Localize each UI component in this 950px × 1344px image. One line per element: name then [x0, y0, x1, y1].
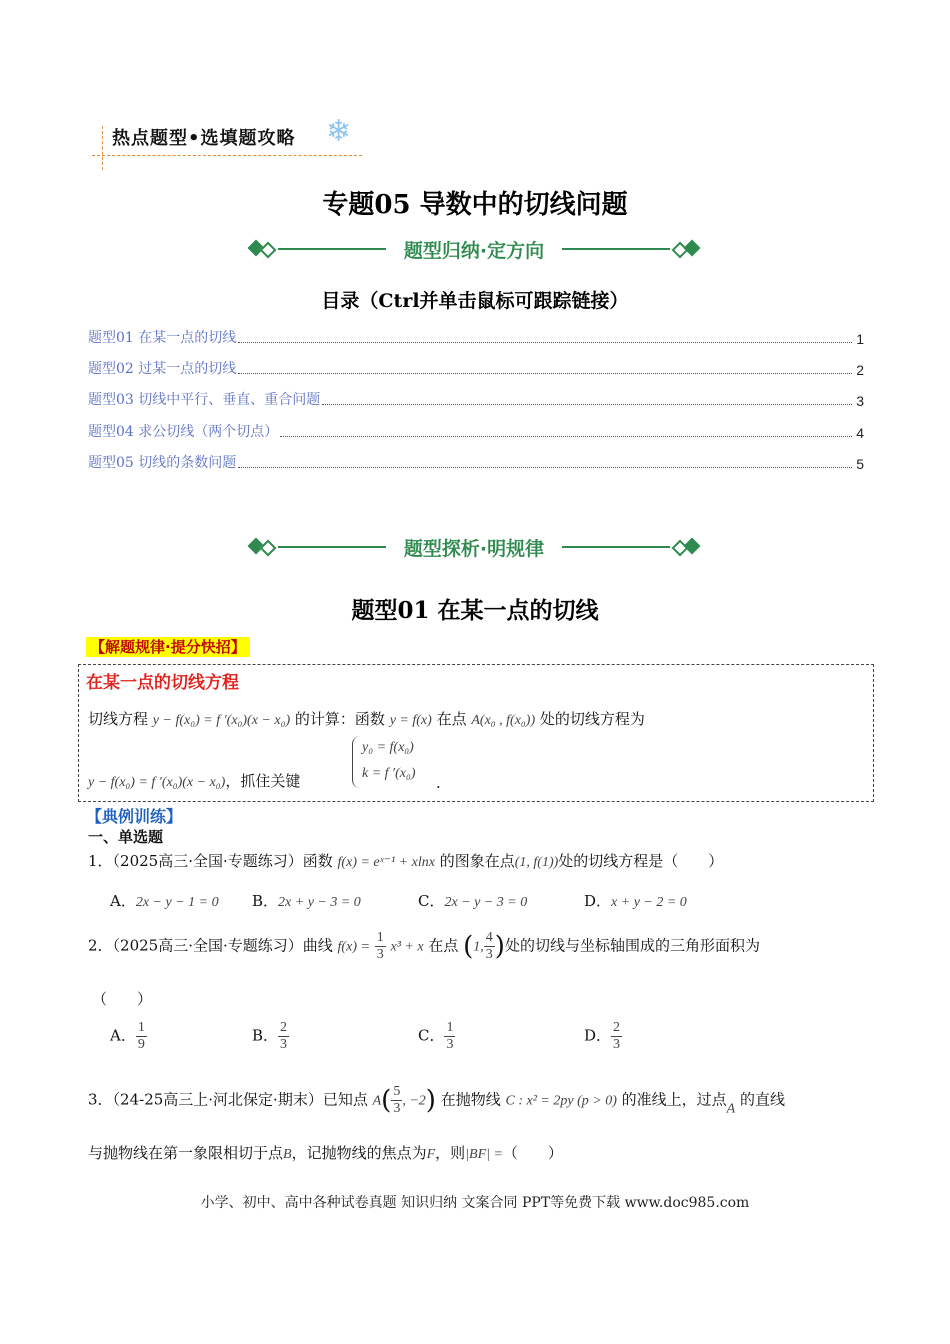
toc-item-page: 5 [856, 456, 864, 472]
question-3: 3．（24-25高三上·河北保定·期末）已知点 A( $\frac{5}{3}$ , −2) 在抛物线 C : x² = 2py (p > 0) 的准线上，过点A 的直线 [88, 1084, 786, 1117]
toc-item-label[interactable]: 题型02 过某一点的切线 [88, 361, 237, 377]
toc-leader [238, 373, 852, 374]
toc-item-label[interactable]: 题型05 切线的条数问题 [88, 455, 237, 471]
page-title: 专题05 导数中的切线问题 [322, 190, 628, 220]
option[interactable]: A．2x − y − 1 = 0 [110, 892, 219, 910]
section-banner [248, 234, 700, 264]
option[interactable]: B． $\frac{2}{3}$ [252, 1020, 288, 1052]
fraction: $\frac{1}{3}$ [376, 930, 384, 962]
section-banner [248, 532, 700, 562]
formula: y − f(x₀) = f ′(x₀)(x − x₀) [152, 713, 291, 728]
header-badge: 热点题型•选填题攻略 [112, 128, 296, 149]
header-decor-line [102, 126, 103, 170]
formula: y = f(x) [389, 713, 432, 728]
question-2: 2．（2025高三·全国·专题练习）曲线 f(x) = $\frac{1}{3}$ x³ + x 在点 (1, $\frac{4}{3}$ )处的切线与坐标轴围成的三角形面积为 [88, 930, 760, 962]
fraction: $\frac{4}{3}$ [485, 930, 493, 962]
formula: A(x₀ , f(x₀)) [471, 713, 536, 728]
toc-item-page: 1 [856, 331, 864, 347]
question-1: 1．（2025高三·全国·专题练习）函数 f(x) = eˣ⁻¹ + xlnx 的图象在点(1, f(1))处的切线方程是（ ） [88, 852, 724, 870]
toc-item-label[interactable]: 题型01 在某一点的切线 [88, 330, 237, 346]
banner-label: 题型归纳·定方向 [403, 240, 545, 262]
section-title: 题型01 在某一点的切线 [351, 597, 599, 624]
subheading: 一、单选题 [88, 828, 164, 846]
option[interactable]: A． $\frac{1}{9}$ [110, 1020, 145, 1052]
footer[interactable]: 小学、初中、高中各种试卷真题 知识归纳 文案合同 PPT等免费下载 www.doc985.com [200, 1195, 750, 1211]
toc-leader [322, 404, 852, 405]
toc-item-label[interactable]: 题型04 求公切线（两个切点） [88, 424, 279, 440]
snowflake-icon: ❄ [326, 114, 352, 149]
toc-leader [238, 342, 852, 343]
fraction: $\frac{5}{3}$ [393, 1084, 401, 1116]
paren: ( [463, 931, 474, 962]
tip-tag: 【解题规律·提分快招】 [86, 636, 250, 657]
formula: y − f(x₀) = f ′(x₀)(x − x₀) [88, 775, 226, 790]
toc-item-page: 4 [856, 425, 864, 441]
train-tag: 【典例训练】 [86, 807, 183, 826]
toc-item[interactable] [88, 356, 864, 378]
paren: ) [494, 931, 505, 962]
formula: (1, f(1)) [514, 855, 559, 870]
formula: f(x) = eˣ⁻¹ + xlnx [337, 855, 435, 870]
tip-line-1: 切线方程 y − f(x₀) = f ′(x₀)(x − x₀) 的计算：函数 y = f(x) 在点 A(x₀ , f(x₀)) 处的切线方程为 [88, 710, 645, 728]
header-decor-line [92, 155, 362, 156]
toc-item[interactable] [88, 387, 864, 409]
option[interactable]: B．2x + y − 3 = 0 [252, 892, 361, 910]
tip-line-2: y − f(x₀) = f ′(x₀)(x − x₀)，抓住关键 [88, 772, 301, 790]
toc-item-page: 2 [856, 362, 864, 378]
formula: x³ + x [390, 939, 424, 955]
option[interactable]: C． $\frac{1}{3}$ [418, 1020, 454, 1052]
option[interactable]: D．x + y − 2 = 0 [584, 892, 687, 910]
toc-item-label[interactable]: 题型03 切线中平行、垂直、重合问题 [88, 392, 321, 408]
answer-paren: （ ） [92, 990, 153, 1008]
banner-label: 题型探析·明规律 [403, 538, 545, 560]
toc-item[interactable] [88, 419, 864, 441]
toc-item-page: 3 [856, 393, 864, 409]
question-3-line-2: 与抛物线在第一象限相切于点B，记抛物线的焦点为F，则|BF| =（ ） [88, 1144, 563, 1162]
toc-leader [238, 467, 852, 468]
option[interactable]: C．2x − y − 3 = 0 [418, 892, 528, 910]
formula: f(x) = [337, 939, 370, 955]
toc-item[interactable] [88, 450, 864, 472]
formula: C : x² = 2py (p > 0) [505, 1093, 617, 1109]
option[interactable]: D． $\frac{2}{3}$ [584, 1020, 621, 1052]
formula: y₀ = f(x₀) [362, 740, 414, 755]
toc-item[interactable] [88, 325, 864, 347]
toc-leader [280, 436, 852, 437]
tip-heading: 在某一点的切线方程 [86, 673, 239, 693]
formula: k = f ′(x₀) [362, 766, 416, 781]
toc-title: 目录（Ctrl并单击鼠标可跟踪链接） [321, 290, 629, 312]
